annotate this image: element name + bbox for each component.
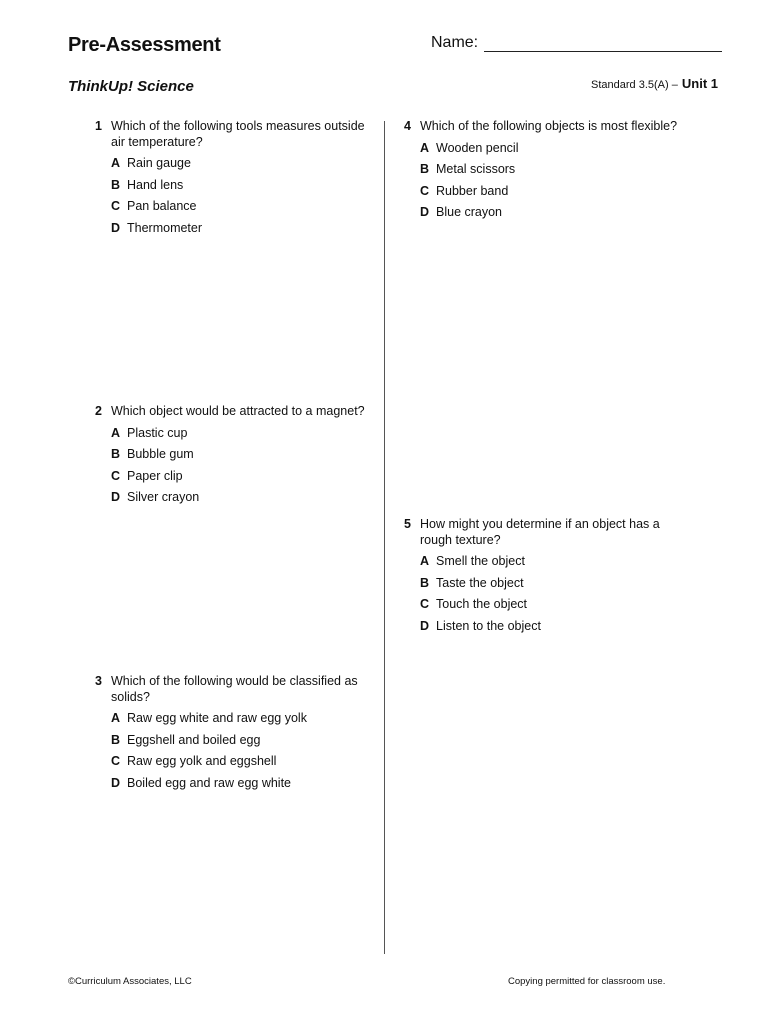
question-text: How might you determine if an object has a rough texture?	[420, 517, 660, 547]
option-letter: A	[111, 711, 121, 725]
option-c[interactable]	[420, 184, 694, 200]
option-letter: C	[420, 597, 430, 611]
option-d[interactable]	[111, 776, 370, 792]
option-text: Plastic cup	[127, 425, 188, 440]
option-letter: D	[420, 618, 430, 633]
option-text: Rain gauge	[127, 156, 191, 170]
option-d[interactable]	[420, 619, 679, 635]
question-text: Which object would be attracted to a magnet?	[111, 404, 365, 418]
option-text: Boiled egg and raw egg white	[127, 775, 292, 790]
option-letter: C	[111, 754, 121, 768]
option-text: Silver crayon	[127, 490, 200, 504]
option-letter: D	[111, 220, 121, 235]
option-text: Rubber band	[436, 183, 509, 198]
option-text: Blue crayon	[436, 205, 503, 219]
option-text: Smell the object	[436, 554, 525, 568]
option-d[interactable]	[111, 490, 375, 506]
question-text: Which of the following tools measures outside air temperature?	[111, 119, 365, 149]
option-text: Paper clip	[127, 468, 183, 483]
option-letter: D	[111, 775, 121, 790]
option-letter: B	[111, 447, 121, 461]
question-2	[95, 404, 375, 506]
question-5	[404, 517, 679, 634]
option-letter: C	[111, 468, 121, 483]
option-letter: D	[420, 205, 430, 219]
option-letter: B	[420, 162, 430, 176]
option-b[interactable]	[420, 162, 694, 178]
option-text: Listen to the object	[436, 618, 541, 633]
question-3	[95, 674, 370, 791]
option-letter: A	[420, 554, 430, 568]
question-1	[95, 119, 370, 236]
option-c[interactable]	[111, 199, 370, 215]
question-number: 3	[95, 674, 102, 688]
question-number: 2	[95, 404, 102, 418]
option-text: Pan balance	[127, 199, 197, 213]
option-b[interactable]	[111, 178, 370, 194]
option-b[interactable]	[111, 733, 370, 749]
option-a[interactable]	[420, 141, 694, 157]
option-a[interactable]	[111, 426, 375, 442]
option-letter: C	[420, 183, 430, 198]
option-a[interactable]	[111, 156, 370, 172]
option-text: Touch the object	[436, 597, 528, 611]
option-text: Metal scissors	[436, 162, 516, 176]
name-label: Name:	[431, 34, 479, 51]
column-divider	[384, 121, 385, 954]
option-text: Raw egg yolk and eggshell	[127, 754, 277, 768]
option-a[interactable]	[420, 554, 679, 570]
option-d[interactable]	[111, 221, 370, 237]
option-text: Raw egg white and raw egg yolk	[127, 711, 307, 725]
option-a[interactable]	[111, 711, 370, 727]
option-text: Wooden pencil	[436, 140, 519, 155]
option-letter: A	[111, 156, 121, 170]
option-c[interactable]	[111, 754, 370, 770]
option-letter: B	[420, 575, 430, 590]
copy-permission-footer: Copying permitted for classroom use.	[508, 976, 666, 987]
name-field[interactable]	[431, 34, 722, 52]
option-letter: B	[111, 177, 121, 192]
unit-label: Unit 1	[681, 76, 718, 91]
name-input-line[interactable]	[484, 37, 722, 52]
option-b[interactable]	[111, 447, 375, 463]
option-letter: C	[111, 199, 121, 213]
subtitle: ThinkUp! Science	[68, 78, 194, 95]
standard-info	[591, 76, 718, 91]
question-text: Which of the following objects is most flexible?	[420, 119, 678, 133]
option-d[interactable]	[420, 205, 694, 221]
page-title: Pre-Assessment	[68, 34, 221, 56]
option-text: Hand lens	[127, 177, 184, 192]
option-letter: D	[111, 490, 121, 504]
option-text: Taste the object	[436, 575, 524, 590]
option-text: Thermometer	[127, 220, 203, 235]
standard-label: Standard 3.5(A) –	[591, 79, 678, 91]
copyright-footer: ©Curriculum Associates, LLC	[68, 976, 192, 987]
option-text: Bubble gum	[127, 447, 194, 461]
question-number: 4	[404, 119, 411, 133]
option-c[interactable]	[111, 469, 375, 485]
option-letter: A	[420, 140, 430, 155]
option-c[interactable]	[420, 597, 679, 613]
question-number: 1	[95, 119, 102, 133]
option-letter: B	[111, 732, 121, 747]
option-text: Eggshell and boiled egg	[127, 732, 261, 747]
option-letter: A	[111, 425, 121, 440]
question-4	[404, 119, 694, 221]
question-text: Which of the following would be classified as solids?	[111, 674, 358, 704]
question-number: 5	[404, 517, 411, 531]
option-b[interactable]	[420, 576, 679, 592]
